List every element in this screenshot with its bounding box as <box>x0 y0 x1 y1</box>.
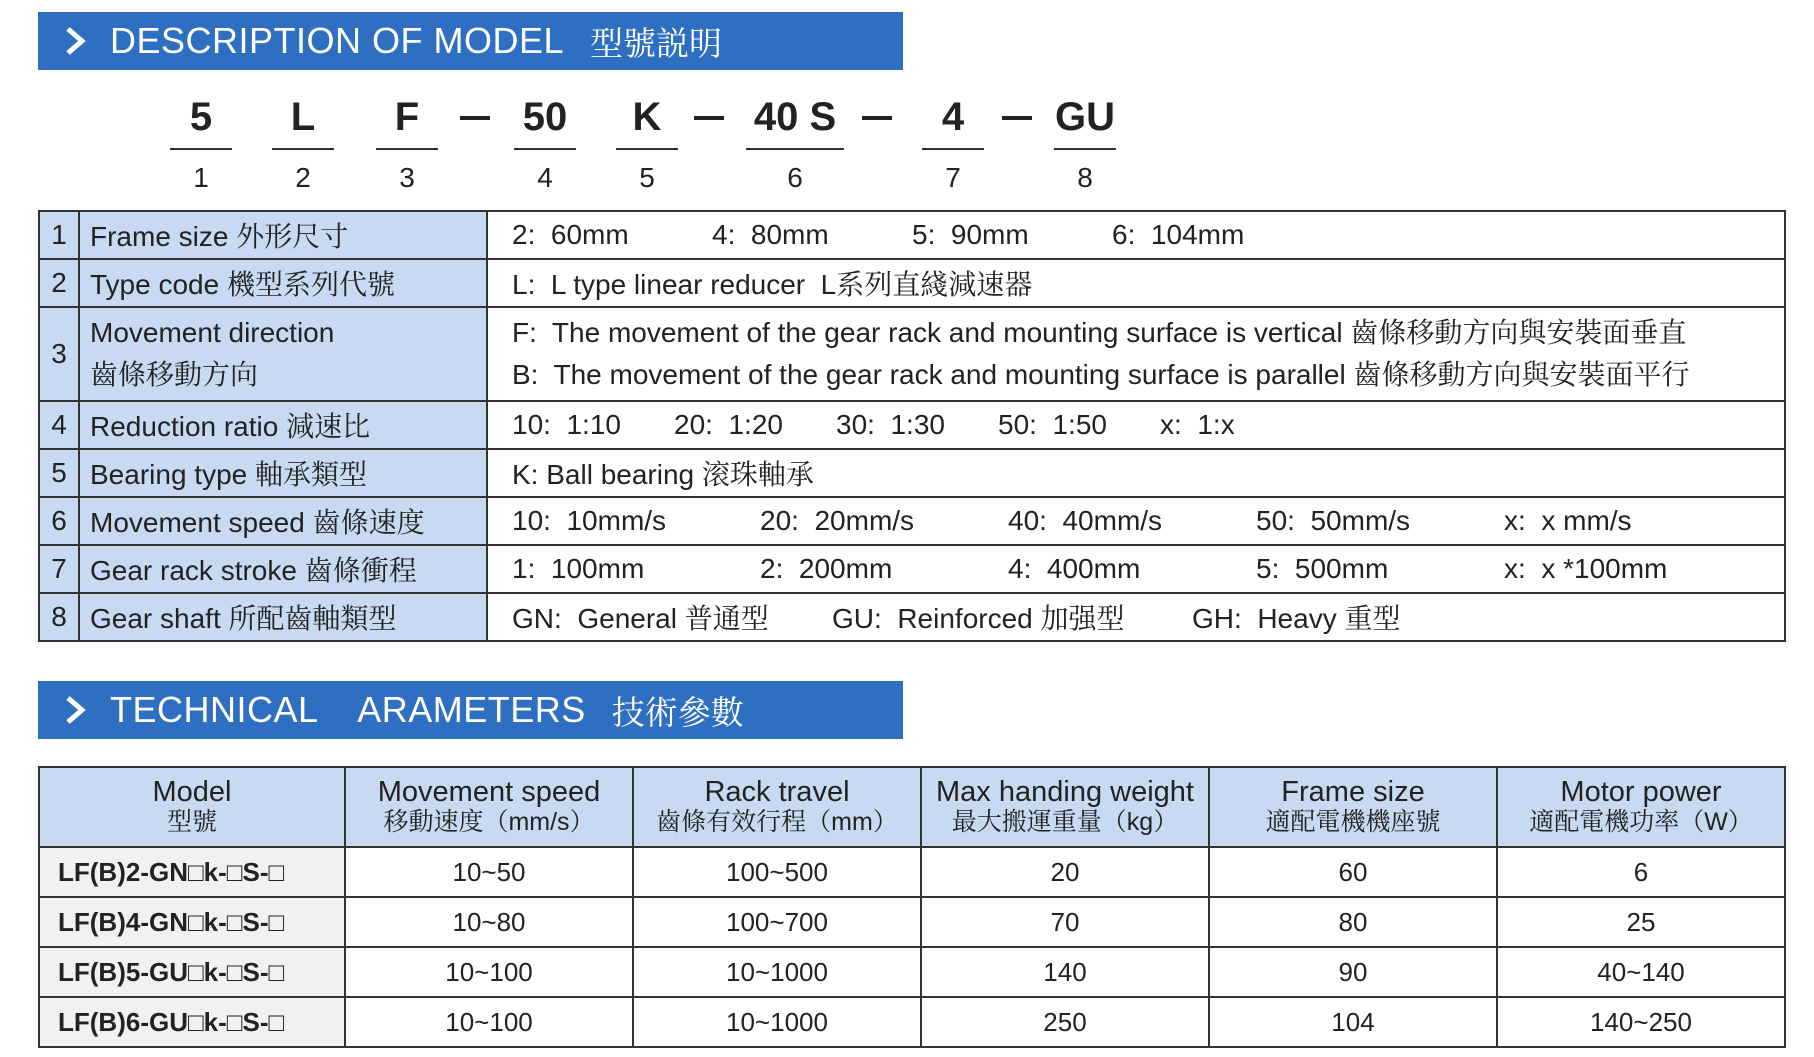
code-char: 5 <box>189 95 213 139</box>
table-cell: 10~100 <box>345 997 633 1047</box>
option: x: x *100mm <box>1504 553 1668 584</box>
table-cell: 250 <box>921 997 1209 1047</box>
column-header: Max handing weight 最大搬運重量（kg） <box>921 767 1209 847</box>
option: 10: 10mm/s <box>512 505 667 536</box>
code-segment <box>376 92 438 198</box>
option: 4: 400mm <box>1008 553 1141 584</box>
row-label: Gear shaft 所配齒軸類型 <box>79 593 487 641</box>
section-header-technical <box>38 681 903 739</box>
table-cell: 6 <box>1497 847 1785 897</box>
table-row <box>39 545 1785 593</box>
table-row <box>39 947 1785 997</box>
row-index: 4 <box>39 401 79 449</box>
table-cell: 10~100 <box>345 947 633 997</box>
option: K: Ball bearing 滚珠軸承 <box>512 459 814 490</box>
row-index: 7 <box>39 545 79 593</box>
code-segment <box>616 92 678 198</box>
table-row <box>39 997 1785 1047</box>
row-values <box>487 449 1785 497</box>
table-row <box>39 259 1785 307</box>
table-cell: 90 <box>1209 947 1497 997</box>
row-index: 3 <box>39 307 79 401</box>
section-title: DESCRIPTION OF MODEL <box>110 20 565 61</box>
row-label: Frame size 外形尺寸 <box>79 211 487 259</box>
row-index: 2 <box>39 259 79 307</box>
code-segment <box>746 92 844 198</box>
table-row <box>39 593 1785 641</box>
column-header: Model 型號 <box>39 767 345 847</box>
row-label: Bearing type 軸承類型 <box>79 449 487 497</box>
code-segment <box>170 92 232 198</box>
technical-table <box>38 766 1786 1048</box>
table-cell: 80 <box>1209 897 1497 947</box>
option: F: The movement of the gear rack and mounting surface is vertical 齒條移動方向與安裝面垂直 <box>512 317 1687 348</box>
table-header-row <box>39 767 1785 847</box>
option: GU: Reinforced 加强型 <box>832 603 1125 634</box>
section-header-description <box>38 12 903 70</box>
section-title: TECHNICAL ARAMETERS <box>110 689 586 730</box>
code-char: L <box>290 95 316 139</box>
table-row <box>39 401 1785 449</box>
option: 6: 104mm <box>1112 219 1245 250</box>
option: 20: 20mm/s <box>760 505 915 536</box>
chevron-right-icon <box>60 26 90 56</box>
row-label: Gear rack stroke 齒條衝程 <box>79 545 487 593</box>
code-segment <box>514 92 576 198</box>
code-segment <box>1054 92 1116 198</box>
option: 50: 50mm/s <box>1256 505 1411 536</box>
column-header: Frame size 適配電機機座號 <box>1209 767 1497 847</box>
row-values <box>487 307 1785 401</box>
option: GN: General 普通型 <box>512 603 769 634</box>
code-char: 4 <box>941 95 965 139</box>
row-label-line: 齒條移動方向 <box>90 359 259 390</box>
code-index: 5 <box>639 162 655 193</box>
table-cell: 10~1000 <box>633 997 921 1047</box>
code-dash <box>1002 116 1032 120</box>
column-header: Motor power 適配電機功率（W） <box>1497 767 1785 847</box>
option: GH: Heavy 重型 <box>1192 603 1401 634</box>
table-cell: 60 <box>1209 847 1497 897</box>
table-cell: 10~80 <box>345 897 633 947</box>
code-index: 2 <box>295 162 311 193</box>
row-values <box>487 545 1785 593</box>
option: x: x mm/s <box>1504 505 1632 536</box>
option: 40: 40mm/s <box>1008 505 1163 536</box>
column-header: Rack travel 齒條有效行程（mm） <box>633 767 921 847</box>
code-char: GU <box>1055 95 1115 139</box>
table-cell: 100~700 <box>633 897 921 947</box>
code-char: 50 <box>522 95 568 139</box>
row-label-line: Movement direction <box>90 317 335 348</box>
table-row <box>39 449 1785 497</box>
row-values <box>487 497 1785 545</box>
row-values <box>487 593 1785 641</box>
model-code <box>0 92 1814 192</box>
option: 2: 200mm <box>760 553 893 584</box>
option: 20: 1:20 <box>674 409 783 440</box>
model-cell: LF(B)4-GN□k-□S-□ <box>39 897 345 947</box>
code-index: 8 <box>1077 162 1093 193</box>
table-row <box>39 897 1785 947</box>
column-header: Movement speed 移動速度（mm/s） <box>345 767 633 847</box>
table-row <box>39 307 1785 401</box>
option: 1: 100mm <box>512 553 645 584</box>
option: 10: 1:10 <box>512 409 621 440</box>
option: B: The movement of the gear rack and mounting surface is parallel 齒條移動方向與安裝面平行 <box>512 359 1690 390</box>
section-title-cn: 型號説明 <box>590 24 723 62</box>
code-index: 7 <box>945 162 961 193</box>
table-cell: 40~140 <box>1497 947 1785 997</box>
table-cell: 100~500 <box>633 847 921 897</box>
description-table <box>38 210 1786 642</box>
table-cell: 10~50 <box>345 847 633 897</box>
model-cell: LF(B)2-GN□k-□S-□ <box>39 847 345 897</box>
code-index: 3 <box>399 162 415 193</box>
chevron-right-icon <box>60 695 90 725</box>
table-cell: 140 <box>921 947 1209 997</box>
option: 2: 60mm <box>512 219 629 250</box>
table-cell: 104 <box>1209 997 1497 1047</box>
code-index: 1 <box>193 162 209 193</box>
table-cell: 20 <box>921 847 1209 897</box>
model-cell: LF(B)5-GU□k-□S-□ <box>39 947 345 997</box>
table-cell: 70 <box>921 897 1209 947</box>
option: 50: 1:50 <box>998 409 1107 440</box>
row-label: Reduction ratio 減速比 <box>79 401 487 449</box>
row-values <box>487 211 1785 259</box>
section-title-cn: 技術參數 <box>611 693 744 731</box>
row-index: 1 <box>39 211 79 259</box>
row-index: 8 <box>39 593 79 641</box>
row-values <box>487 259 1785 307</box>
table-row <box>39 847 1785 897</box>
row-label <box>79 307 487 401</box>
option: 5: 500mm <box>1256 553 1389 584</box>
row-index: 5 <box>39 449 79 497</box>
code-char: K <box>632 95 662 139</box>
model-cell: LF(B)6-GU□k-□S-□ <box>39 997 345 1047</box>
table-cell: 140~250 <box>1497 997 1785 1047</box>
option: 4: 80mm <box>712 219 829 250</box>
code-segment <box>272 92 334 198</box>
option: L: L type linear reducer L系列直綫減速器 <box>512 269 1033 300</box>
code-char: F <box>394 95 420 139</box>
code-dash <box>460 116 490 120</box>
row-label: Movement speed 齒條速度 <box>79 497 487 545</box>
table-row <box>39 497 1785 545</box>
table-cell: 10~1000 <box>633 947 921 997</box>
code-dash <box>694 116 724 120</box>
table-row <box>39 211 1785 259</box>
code-segment <box>922 92 984 198</box>
row-values <box>487 401 1785 449</box>
code-index: 6 <box>787 162 803 193</box>
row-label: Type code 機型系列代號 <box>79 259 487 307</box>
table-cell: 25 <box>1497 897 1785 947</box>
code-index: 4 <box>537 162 553 193</box>
code-dash <box>862 116 892 120</box>
option: x: 1:x <box>1160 409 1235 440</box>
code-char: 40 S <box>753 95 837 139</box>
row-index: 6 <box>39 497 79 545</box>
option: 30: 1:30 <box>836 409 945 440</box>
option: 5: 90mm <box>912 219 1029 250</box>
